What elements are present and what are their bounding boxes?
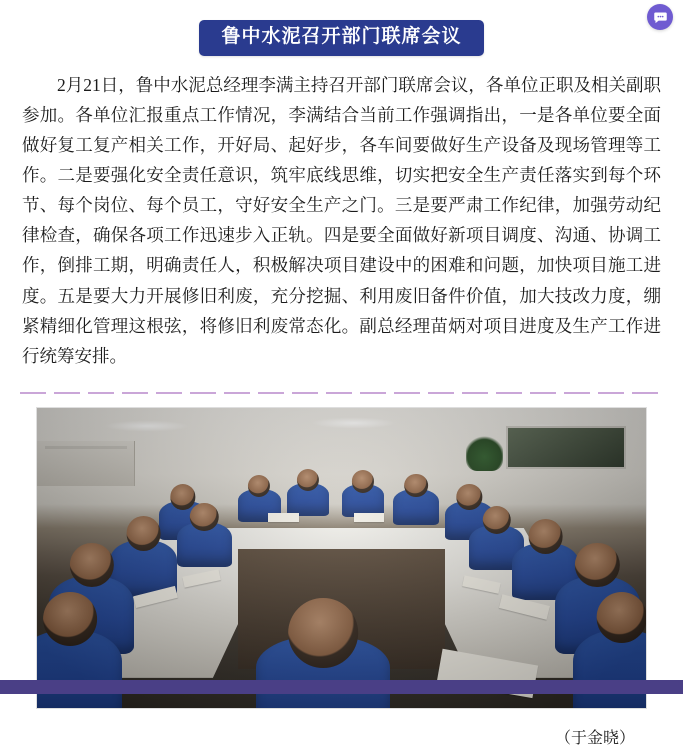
photo-person (177, 522, 232, 567)
photo-wall-screen (506, 426, 626, 469)
page-title (14, 0, 669, 56)
photo-person-head (596, 592, 647, 643)
bottom-bar (0, 680, 683, 694)
photo-person (393, 489, 439, 525)
photo-person-head (126, 516, 161, 551)
decorative-divider (20, 387, 663, 399)
photo-person (36, 630, 122, 709)
photo-person (287, 483, 330, 516)
chat-bubble-icon[interactable] (647, 4, 673, 30)
photo-background (37, 408, 646, 708)
photo-person-head (44, 592, 98, 646)
photo-notebook (354, 513, 384, 522)
photo-notebook (268, 513, 298, 522)
photo-person-head (248, 475, 270, 497)
article-signature: （于金晓） (554, 729, 635, 747)
photo-person-head (404, 474, 428, 498)
photo-person-head (70, 543, 114, 587)
photo-person-head (190, 503, 218, 531)
photo-person-head (457, 484, 482, 509)
article-paragraph: 2月21日，鲁中水泥总经理李满主持召开部门联席会议，各单位正职及相关副职参加。各单位汇报重点工作情况，李满结合当前工作强调指出，一是各单位要全面做好复工复产相关工作，开好局、起好步，各车间要做好生产设备及现场管理等工作。二是要强化安全责任意识，筑牢底线思维，切实把安全生产责任落实到每个环节、每个岗位、每个员工，守好安全生产之门。三是要严肃工作纪律，加强劳动纪律检查，确保各项工作迅速步入正轨。四是要全面做好新项目调度、沟通、协调工作，倒排工期，明确责任人，积极解决项目建设中的困难和问题，加快项目施工进度。五是要大力开展修旧利废，充分挖掘、利用废旧备件价值，加大技改力度，绷紧精细化管理这根弦，将修旧利废常态化。副总经理苗炳对项目进度及生产工作进行统筹安排。 (22, 74, 661, 366)
photo-person-head (288, 598, 358, 668)
photo-person-head (575, 543, 619, 587)
photo-person-head (297, 469, 319, 491)
photo-person-head (352, 470, 374, 492)
article-body (22, 70, 661, 371)
photo-plant (466, 435, 503, 471)
title-banner: 鲁中水泥召开部门联席会议 (199, 20, 483, 56)
photo-person (573, 630, 647, 709)
divider-line (20, 392, 663, 394)
photo-person-head (170, 484, 195, 509)
photo-person (256, 636, 390, 709)
photo-cabinet (37, 441, 135, 486)
meeting-photo (36, 407, 647, 709)
photo-person-head (528, 519, 563, 554)
photo-person-head (483, 506, 511, 534)
